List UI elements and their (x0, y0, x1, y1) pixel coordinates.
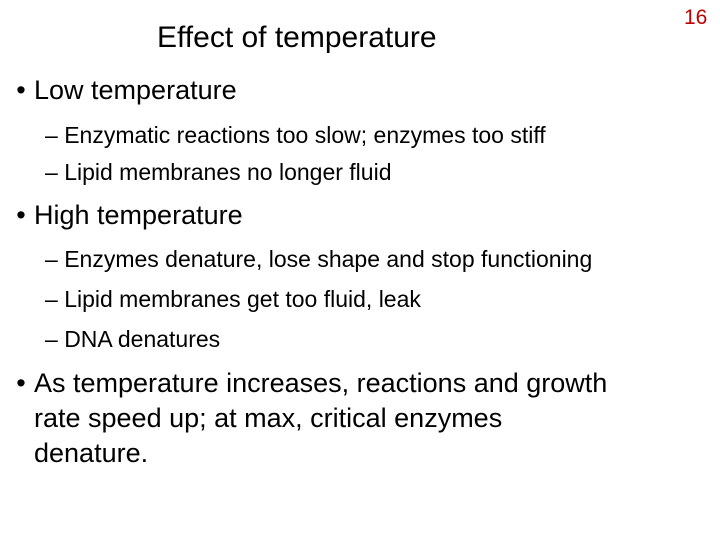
bullet-text-line: As temperature increases, reactions and growth (34, 368, 608, 398)
sub-bullet-text: Enzymatic reactions too slow; enzymes too stiff (64, 122, 546, 148)
sub-bullet (45, 285, 421, 313)
slide-title: Effect of temperature (157, 21, 437, 54)
bullet-marker: • (16, 368, 26, 398)
dash-marker: – (45, 246, 58, 272)
bullet-text-block (34, 366, 607, 471)
dash-marker: – (45, 122, 58, 148)
bullet-low-temperature (8, 73, 237, 107)
sub-bullet (45, 158, 392, 186)
page-number: 16 (684, 6, 708, 29)
sub-bullet-text: Enzymes denature, lose shape and stop functioning (64, 246, 593, 272)
sub-bullet-text: Lipid membranes no longer fluid (64, 159, 392, 185)
bullet-text: Low temperature (34, 75, 237, 105)
sub-bullet (45, 121, 546, 149)
sub-bullet-text: Lipid membranes get too fluid, leak (64, 286, 421, 312)
bullet-marker: • (16, 75, 26, 105)
bullet-text: High temperature (34, 200, 243, 230)
bullet-high-temperature (8, 198, 243, 232)
sub-bullet (45, 325, 220, 353)
dash-marker: – (45, 159, 58, 185)
dash-marker: – (45, 326, 58, 352)
bullet-temperature-increase (8, 366, 713, 471)
bullet-text-line: rate speed up; at max, critical enzymes (34, 403, 503, 433)
bullet-text-line: denature. (34, 438, 149, 468)
dash-marker: – (45, 286, 58, 312)
sub-bullet-text: DNA denatures (64, 326, 221, 352)
bullet-marker: • (16, 200, 26, 230)
sub-bullet (45, 245, 592, 273)
